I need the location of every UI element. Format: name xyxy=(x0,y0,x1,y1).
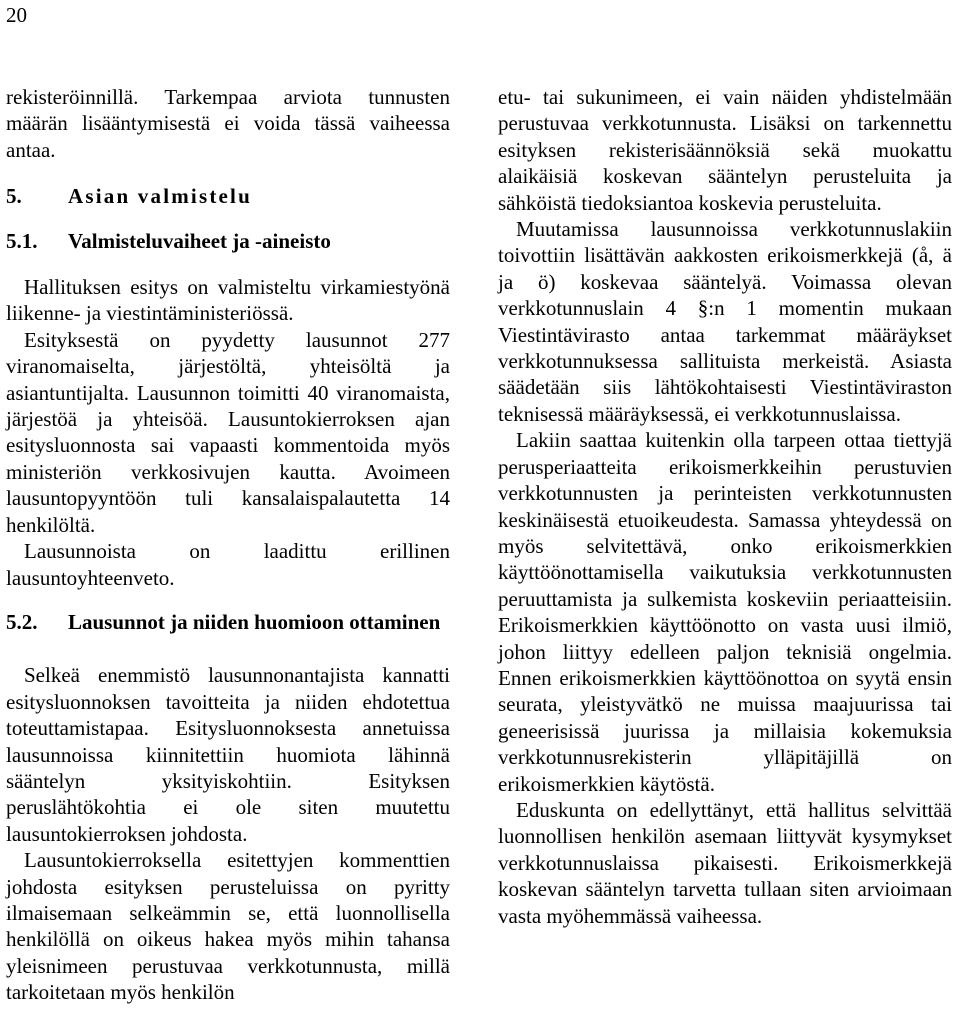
section-5-1-heading xyxy=(6,228,450,254)
body-paragraph: Lausuntokierroksella esitettyjen kommenttien johdosta esityksen perusteluissa on pyritty ilmaisemaan selkeämmin se, että luonnollisella henkilöllä on oikeus hakea myös mihin tahansa yleisnimeen perustuvaa verkkotunnusta, millä tarkoitetaan myös henkilön xyxy=(6,848,450,1005)
body-paragraph: Eduskunta on edellyttänyt, että hallitus selvittää luonnollisen henkilön asemaan liittyvät kysymykset verkkotunnuslaissa pikaisesti. Erikoismerkkejä koskevan sääntelyn tarvetta tullaan siten arvioimaan vasta myöhemmässä vaiheessa. xyxy=(498,797,952,928)
section-5-1-title: Valmisteluvaiheet ja -aineisto xyxy=(68,228,331,253)
section-5-2-number: 5.2. xyxy=(6,609,38,634)
body-paragraph: Hallituksen esitys on valmisteltu virkamiestyönä liikenne- ja viestintäministeriössä. xyxy=(6,275,450,326)
body-paragraph: Lakiin saattaa kuitenkin olla tarpeen ottaa tiettyjä perusperiaatteita erikoismerkkeihin perustuvien verkkotunnusten ja perinteisten verkkotunnusten keskinäisestä etuoikeudesta. Samassa yhteydessä on myös selvitettävä, onko erikoismerkkien käyttöönottamisella vaikutuksia verkkotunnusten peruuttamista ja sulkemista koskeviin periaatteisiin. Erikoismerkkien käyttöönotto on vasta uusi ilmiö, johon liittyy edelleen paljon teknisiä ongelmia. Ennen erikoismerkkien käyttöönottoa on syytä ensin seurata, yleistyvätkö ne muissa maajuurissa tai geneerisissä juurissa ja millaisia kokemuksia verkkotunnusrekisterin ylläpitäjillä on erikoismerkkien käytöstä. xyxy=(498,428,952,796)
section-5-1-number: 5.1. xyxy=(6,228,38,253)
body-paragraph: Muutamissa lausunnoissa verkkotunnuslakiin toivottiin lisättävän aakkosten erikoismerkkejä (å, ä ja ö) koskevaa sääntelyä. Voimassa olevan verkkotunnuslain 4 §:n 1 momentin mukaan Viestintävirasto antaa tarkemmat määräykset verkkotunnuksessa sallituista merkeistä. Asiasta säädetään siis lähtökohtaisesti Viestintäviraston teknisessä määräyksessä, ei verkkotunnuslaissa. xyxy=(498,217,952,426)
section-5-title: Asian valmistelu xyxy=(68,184,252,209)
left-column xyxy=(6,84,450,1006)
body-paragraph: Esityksestä on pyydetty lausunnot 277 viranomaiselta, järjestöltä, yhteisöltä ja asiantuntijalta. Lausunnon toimitti 40 viranomaista, järjestöä ja yhteisöä. Lausuntokierroksen ajan esitysluonnosta sai vapaasti kommentoida myös ministeriön verkkosivujen kautta. Avoimeen lausuntopyyntöön tuli kansalaispalautetta 14 henkilöltä. xyxy=(6,327,450,537)
section-5-heading xyxy=(6,183,450,209)
body-paragraph: Lausunnoista on laadittu erillinen lausuntoyhteenveto. xyxy=(6,539,450,590)
body-paragraph: etu- tai sukunimeen, ei vain näiden yhdistelmään perustuvaa verkkotunnusta. Lisäksi on tarkennettu esityksen rekisterisäännöksiä sekä muokattu alaikäisiä koskevan sääntelyn perusteluita ja sähköistä tiedoksiantoa koskevia perusteluita. xyxy=(498,85,952,215)
right-column xyxy=(498,84,952,929)
page-number: 20 xyxy=(6,3,27,27)
body-paragraph: Selkeä enemmistö lausunnonantajista kannatti esitysluonnoksen tavoitteita ja niiden ehdotettua toteuttamistapaa. Esitysluonnoksesta annetuissa lausunnoissa kiinnitettiin huomiota lähinnä sääntelyn yksityiskohtiin. Esityksen peruslähtökohtia ei ole siten muutettu lausuntokierroksen johdosta. xyxy=(6,663,450,846)
section-5-2-heading xyxy=(6,609,450,635)
section-5-2-title: Lausunnot ja niiden huomioon ottaminen xyxy=(68,609,441,634)
section-5-number: 5. xyxy=(6,184,22,209)
intro-paragraph: rekisteröinnillä. Tarkempaa arviota tunnusten määrän lisääntymisestä ei voida tässä vaiheessa antaa. xyxy=(6,85,450,162)
